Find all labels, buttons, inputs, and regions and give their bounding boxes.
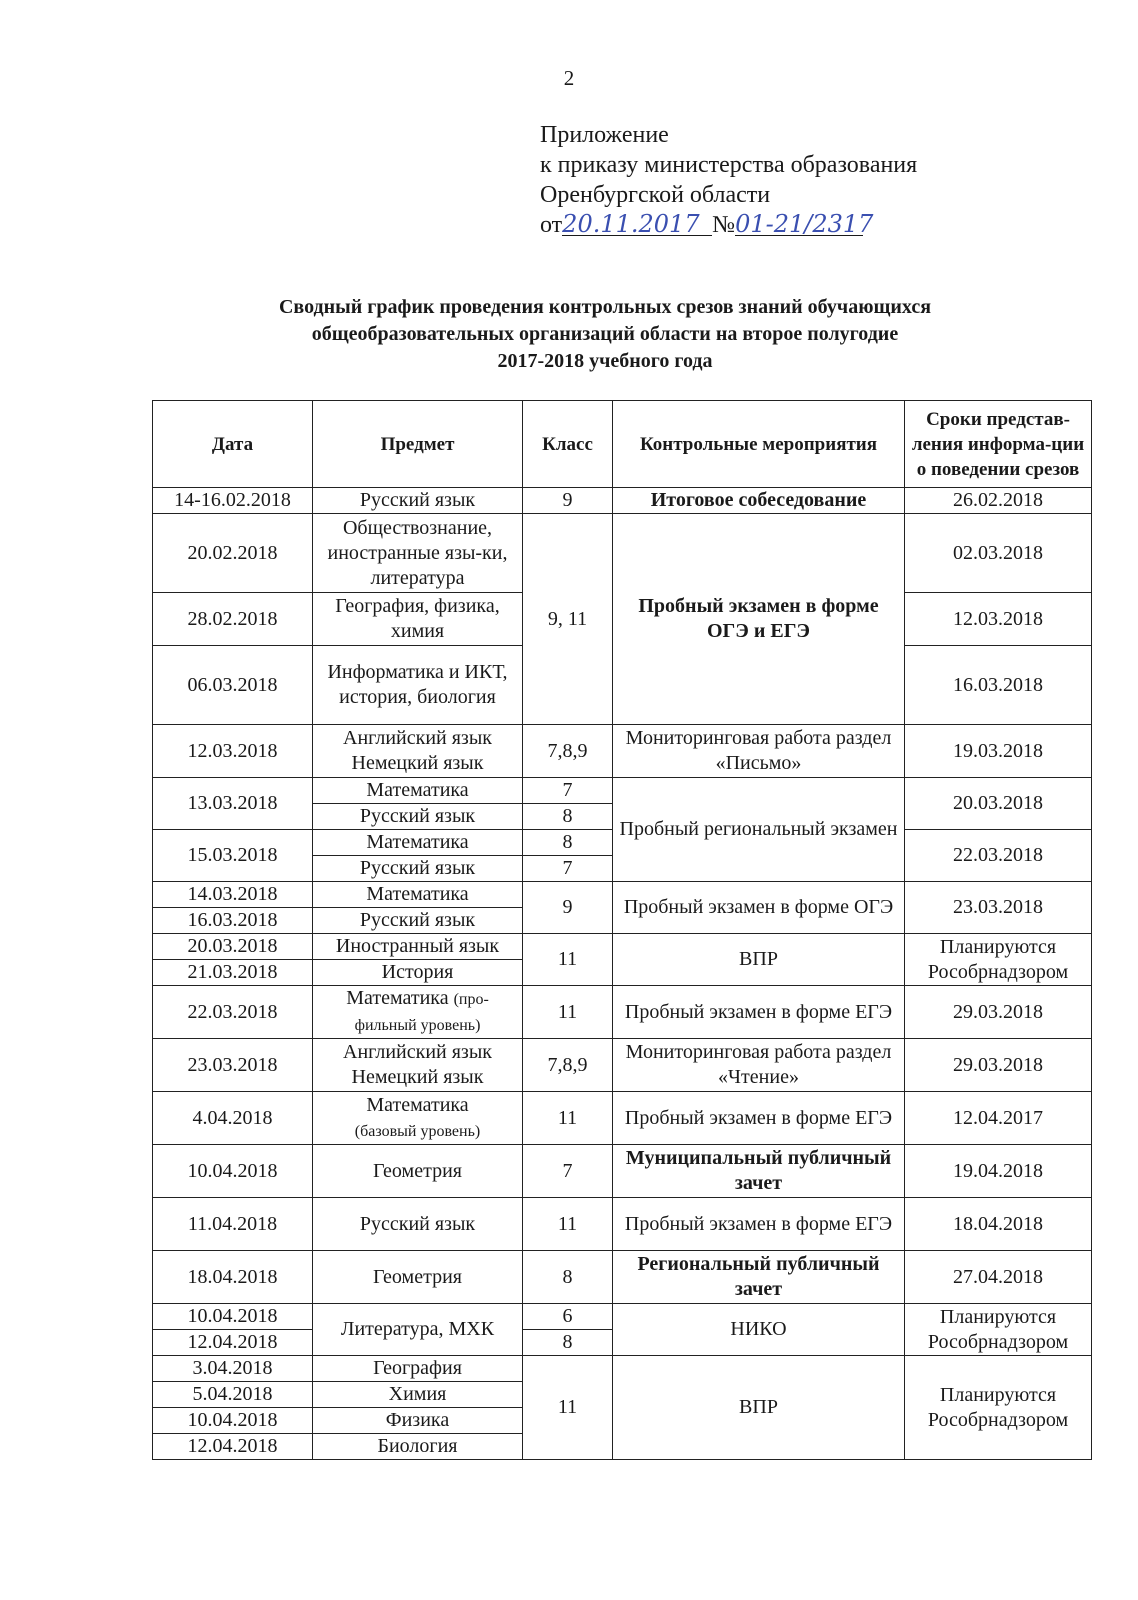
cell-deadline: 20.03.2018 (905, 778, 1092, 830)
cell-date: 13.03.2018 (153, 778, 313, 830)
cell-grade: 7,8,9 (523, 725, 613, 778)
cell-subject: Геометрия (313, 1251, 523, 1304)
cell-deadline: 19.03.2018 (905, 725, 1092, 778)
table-row (153, 1251, 1092, 1304)
cell-date: 12.04.2018 (153, 1330, 313, 1356)
cell-date: 18.04.2018 (153, 1251, 313, 1304)
cell-event: Региональный публичный зачет (613, 1251, 905, 1304)
cell-date: 3.04.2018 (153, 1356, 313, 1382)
cell-event: ВПР (613, 934, 905, 986)
table-row (153, 725, 1092, 778)
cell-subject: Физика (313, 1408, 523, 1434)
page-number: 2 (563, 66, 575, 90)
header-subject: Предмет (313, 401, 523, 488)
cell-grade: 11 (523, 1092, 613, 1145)
cell-subject (313, 986, 523, 1039)
subject-main: Математика (366, 1093, 469, 1116)
cell-subject: Русский язык (313, 1198, 523, 1251)
cell-event: Пробный региональный экзамен (613, 778, 905, 882)
cell-deadline: 22.03.2018 (905, 830, 1092, 882)
cell-date: 28.02.2018 (153, 593, 313, 646)
table-row (153, 488, 1092, 514)
subject-main: Математика (346, 987, 449, 1009)
cell-grade: 8 (523, 1330, 613, 1356)
cell-deadline: 02.03.2018 (905, 514, 1092, 593)
cell-date: 10.04.2018 (153, 1408, 313, 1434)
subject-level-note: (базовый уровень) (354, 1122, 481, 1140)
cell-date: 20.02.2018 (153, 514, 313, 593)
cell-grade: 7 (523, 1145, 613, 1198)
subject-level-note: (про-фильный уровень) (354, 991, 489, 1034)
cell-subject: Английский язык Немецкий язык (313, 1039, 523, 1092)
cell-grade: 8 (523, 830, 613, 856)
cell-date: 20.03.2018 (153, 934, 313, 960)
cell-date: 4.04.2018 (153, 1092, 313, 1145)
cell-subject: Математика (313, 830, 523, 856)
cell-deadline: 12.04.2017 (905, 1092, 1092, 1145)
order-date-prefix: от (540, 212, 563, 238)
cell-subject: Русский язык (313, 804, 523, 830)
cell-event: Мониторинговая работа раздел «Письмо» (613, 725, 905, 778)
cell-event: Мониторинговая работа раздел «Чтение» (613, 1039, 905, 1092)
order-number-sign: № (712, 212, 736, 238)
cell-subject: География, физика, химия (313, 593, 523, 646)
table-row (153, 986, 1092, 1039)
cell-deadline: 18.04.2018 (905, 1198, 1092, 1251)
cell-date: 22.03.2018 (153, 986, 313, 1039)
order-date-number-line (540, 210, 917, 240)
cell-date: 16.03.2018 (153, 908, 313, 934)
cell-event: Итоговое собеседование (613, 488, 905, 514)
cell-event: Пробный экзамен в форме ОГЭ и ЕГЭ (613, 514, 905, 725)
cell-grade: 11 (523, 1198, 613, 1251)
cell-deadline: Планируются Рособрнадзором (905, 1356, 1092, 1460)
cell-subject: История (313, 960, 523, 986)
cell-date: 10.04.2018 (153, 1304, 313, 1330)
cell-subject: Геометрия (313, 1145, 523, 1198)
table-row (153, 1198, 1092, 1251)
cell-subject: Обществознание, иностранные язы-ки, литература (313, 514, 523, 593)
schedule-table (152, 400, 1092, 1460)
title-line-2: общеобразовательных организаций области на второе полугодие (311, 323, 899, 345)
cell-date: 14-16.02.2018 (153, 488, 313, 514)
cell-subject: Математика (313, 778, 523, 804)
cell-subject: Английский язык Немецкий язык (313, 725, 523, 778)
cell-subject: Русский язык (313, 488, 523, 514)
cell-date: 15.03.2018 (153, 830, 313, 882)
appendix-region: Оренбургской области (540, 182, 771, 208)
cell-grade: 11 (523, 934, 613, 986)
appendix-block (540, 120, 917, 240)
cell-event: Пробный экзамен в форме ЕГЭ (613, 1092, 905, 1145)
cell-grade: 7 (523, 778, 613, 804)
cell-subject: Иностранный язык (313, 934, 523, 960)
cell-date: 5.04.2018 (153, 1382, 313, 1408)
table-row (153, 514, 1092, 593)
table-row (153, 1304, 1092, 1330)
cell-date: 12.04.2018 (153, 1434, 313, 1460)
cell-subject: География (313, 1356, 523, 1382)
cell-date: 06.03.2018 (153, 646, 313, 725)
header-deadline: Сроки представ-ления информа-ции о поведении срезов (905, 401, 1092, 488)
cell-deadline: Планируются Рособрнадзором (905, 1304, 1092, 1356)
table-row (153, 1039, 1092, 1092)
cell-subject: Информатика и ИКТ, история, биология (313, 646, 523, 725)
cell-event: НИКО (613, 1304, 905, 1356)
cell-grade: 8 (523, 804, 613, 830)
table-row (153, 882, 1092, 908)
cell-event: Пробный экзамен в форме ОГЭ (613, 882, 905, 934)
cell-deadline: 27.04.2018 (905, 1251, 1092, 1304)
header-grade: Класс (523, 401, 613, 488)
table-row (153, 778, 1092, 804)
cell-grade: 7,8,9 (523, 1039, 613, 1092)
cell-grade: 7 (523, 856, 613, 882)
cell-date: 23.03.2018 (153, 1039, 313, 1092)
cell-grade: 11 (523, 1356, 613, 1460)
header-date: Дата (153, 401, 313, 488)
cell-subject: Русский язык (313, 908, 523, 934)
cell-subject: Математика (313, 882, 523, 908)
cell-grade: 9, 11 (523, 514, 613, 725)
cell-subject: Биология (313, 1434, 523, 1460)
cell-grade: 6 (523, 1304, 613, 1330)
cell-date: 10.04.2018 (153, 1145, 313, 1198)
cell-subject: Химия (313, 1382, 523, 1408)
appendix-heading: Приложение (540, 122, 669, 148)
cell-subject: Литература, МХК (313, 1304, 523, 1356)
cell-date: 12.03.2018 (153, 725, 313, 778)
cell-date: 21.03.2018 (153, 960, 313, 986)
cell-deadline: 12.03.2018 (905, 593, 1092, 646)
title-line-1: Сводный график проведения контрольных срезов знаний обучающихся (278, 296, 932, 318)
cell-deadline: 16.03.2018 (905, 646, 1092, 725)
title-line-3: 2017-2018 учебного года (497, 350, 713, 372)
cell-event: Пробный экзамен в форме ЕГЭ (613, 986, 905, 1039)
cell-subject (313, 1092, 523, 1145)
cell-event: ВПР (613, 1356, 905, 1460)
order-date-handwritten: 20.11.2017 (562, 213, 712, 236)
cell-deadline: 19.04.2018 (905, 1145, 1092, 1198)
cell-grade: 11 (523, 986, 613, 1039)
cell-date: 14.03.2018 (153, 882, 313, 908)
appendix-order-reference: к приказу министерства образования (540, 152, 918, 178)
table-header-row (153, 401, 1092, 488)
cell-event: Муниципальный публичный зачет (613, 1145, 905, 1198)
cell-deadline: 29.03.2018 (905, 1039, 1092, 1092)
cell-grade: 9 (523, 488, 613, 514)
cell-subject: Русский язык (313, 856, 523, 882)
cell-grade: 8 (523, 1251, 613, 1304)
cell-deadline: 26.02.2018 (905, 488, 1092, 514)
cell-grade: 9 (523, 882, 613, 934)
table-row (153, 1145, 1092, 1198)
table-row (153, 934, 1092, 960)
cell-deadline: 29.03.2018 (905, 986, 1092, 1039)
cell-deadline: Планируются Рособрнадзором (905, 934, 1092, 986)
header-event: Контрольные мероприятия (613, 401, 905, 488)
cell-date: 11.04.2018 (153, 1198, 313, 1251)
cell-deadline: 23.03.2018 (905, 882, 1092, 934)
table-row (153, 1092, 1092, 1145)
order-number-handwritten: 01-21/2317 (735, 210, 874, 238)
document-title (140, 294, 1070, 375)
table-row (153, 1356, 1092, 1382)
cell-event: Пробный экзамен в форме ЕГЭ (613, 1198, 905, 1251)
